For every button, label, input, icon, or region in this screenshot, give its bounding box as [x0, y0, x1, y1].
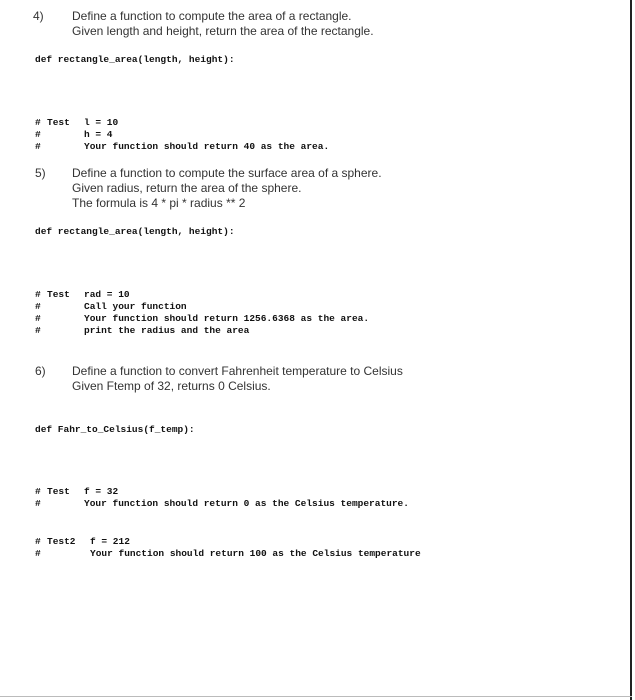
q4-test-code-3: Your function should return 40 as the area. — [84, 141, 330, 152]
q6-test1-code-2: Your function should return 0 as the Celsius temperature. — [84, 498, 409, 509]
q4-test-code-1: l = 10 — [84, 117, 119, 128]
q6-def: def Fahr_to_Celsius(f_temp): — [35, 424, 195, 435]
q6-line2: Given Ftemp of 32, returns 0 Celsius. — [72, 379, 271, 393]
q6-number: 6) — [35, 364, 46, 378]
q5-test-hash-3: # — [35, 313, 41, 324]
q4-test-label: Test — [47, 117, 70, 128]
q5-line3: The formula is 4 * pi * radius ** 2 — [72, 196, 246, 210]
q6-test2-label: Test2 — [47, 536, 76, 547]
q6-test2-code-1: f = 212 — [90, 536, 130, 547]
q5-test-label: Test — [47, 289, 70, 300]
q4-test-hash-1: # — [35, 117, 41, 128]
q4-line1: Define a function to compute the area of a rectangle. — [72, 9, 352, 23]
q6-line1: Define a function to convert Fahrenheit temperature to Celsius — [72, 364, 403, 378]
q4-line2: Given length and height, return the area of the rectangle. — [72, 24, 374, 38]
q4-test-hash-3: # — [35, 141, 41, 152]
q6-test2-code-2: Your function should return 100 as the Celsius temperature — [90, 548, 421, 559]
q5-test-code-2: Call your function — [84, 301, 187, 312]
q6-test1-hash-2: # — [35, 498, 41, 509]
page-right-edge — [630, 0, 632, 700]
q5-line1: Define a function to compute the surface area of a sphere. — [72, 166, 382, 180]
q4-number: 4) — [33, 9, 44, 23]
q5-test-hash-4: # — [35, 325, 41, 336]
page-bottom-edge — [0, 696, 632, 697]
q5-test-hash-2: # — [35, 301, 41, 312]
q6-test2-hash-1: # — [35, 536, 41, 547]
q6-test1-label: Test — [47, 486, 70, 497]
q4-def: def rectangle_area(length, height): — [35, 54, 235, 65]
q6-test1-code-1: f = 32 — [84, 486, 119, 497]
q4-test-hash-2: # — [35, 129, 41, 140]
q5-test-hash-1: # — [35, 289, 41, 300]
q5-test-code-3: Your function should return 1256.6368 as the area. — [84, 313, 370, 324]
q5-test-code-1: rad = 10 — [84, 289, 130, 300]
q6-test2-hash-2: # — [35, 548, 41, 559]
q5-test-code-4: print the radius and the area — [84, 325, 250, 336]
q5-number: 5) — [35, 166, 46, 180]
q4-test-code-2: h = 4 — [84, 129, 113, 140]
q6-test1-hash-1: # — [35, 486, 41, 497]
q5-def: def rectangle_area(length, height): — [35, 226, 235, 237]
q5-line2: Given radius, return the area of the sphere. — [72, 181, 302, 195]
